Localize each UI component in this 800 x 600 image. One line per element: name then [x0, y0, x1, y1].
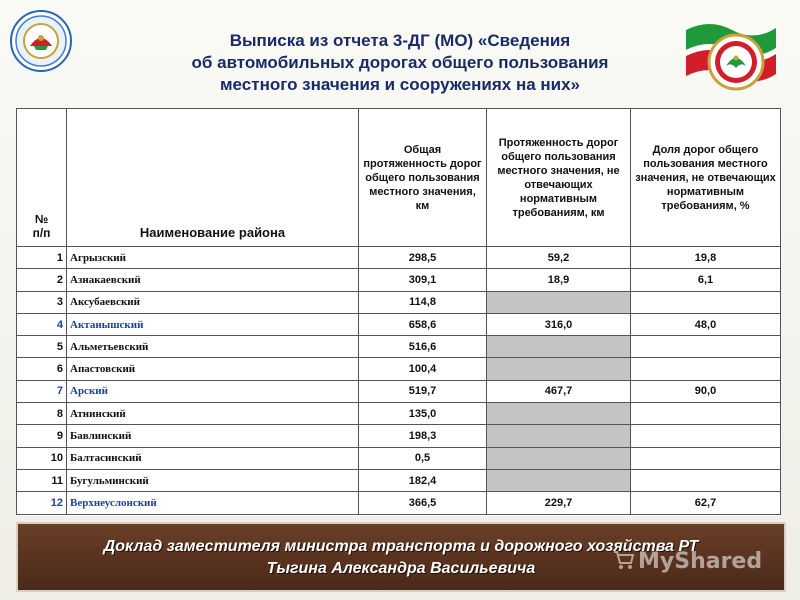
table-row [17, 380, 781, 402]
noncompliant-share: 6,1 [631, 269, 781, 291]
total-length: 366,5 [359, 492, 487, 514]
noncompliant-length: 229,7 [487, 492, 631, 514]
noncompliant-share: 48,0 [631, 313, 781, 335]
noncompliant-length: 18,9 [487, 269, 631, 291]
row-number: 2 [17, 269, 67, 291]
district-name: Апастовский [67, 358, 359, 380]
row-number: 10 [17, 447, 67, 469]
total-length: 135,0 [359, 403, 487, 425]
total-length: 658,6 [359, 313, 487, 335]
table-row [17, 358, 781, 380]
district-name: Актанышский [67, 313, 359, 335]
table-row [17, 492, 781, 514]
roads-table-container [16, 108, 780, 516]
noncompliant-share [631, 358, 781, 380]
table-body [17, 247, 781, 515]
noncompliant-share: 62,7 [631, 492, 781, 514]
district-name: Аксубаевский [67, 291, 359, 313]
header-noncompliant-length: Протяженность дорог общего пользования местного значения, не отвечающих нормативным требованиям, км [487, 109, 631, 247]
total-length: 0,5 [359, 447, 487, 469]
district-name: Агрызский [67, 247, 359, 269]
table-row [17, 313, 781, 335]
table-row [17, 447, 781, 469]
page-title [150, 30, 650, 96]
title-line-2: об автомобильных дорогах общего пользования [191, 53, 609, 72]
table-header-row [17, 109, 781, 247]
noncompliant-share: 19,8 [631, 247, 781, 269]
total-length: 182,4 [359, 469, 487, 491]
row-number: 5 [17, 336, 67, 358]
watermark-text: MyShared [638, 549, 763, 574]
noncompliant-length [487, 291, 631, 313]
table-row [17, 291, 781, 313]
table-row [17, 247, 781, 269]
row-number: 4 [17, 313, 67, 335]
title-line-3: местного значения и сооружениях на них» [219, 75, 581, 94]
header-total-length: Общая протяженность дорог общего пользования местного значения, км [359, 109, 487, 247]
row-number: 6 [17, 358, 67, 380]
noncompliant-length: 467,7 [487, 380, 631, 402]
noncompliant-share [631, 291, 781, 313]
total-length: 198,3 [359, 425, 487, 447]
district-name: Атнинский [67, 403, 359, 425]
total-length: 100,4 [359, 358, 487, 380]
district-name: Азнакаевский [67, 269, 359, 291]
noncompliant-share [631, 469, 781, 491]
total-length: 309,1 [359, 269, 487, 291]
ministry-emblem-icon [10, 10, 72, 72]
header-district-name: Наименование района [67, 109, 359, 247]
tatarstan-emblem-icon [680, 8, 780, 106]
row-number: 8 [17, 403, 67, 425]
noncompliant-share [631, 336, 781, 358]
table-row [17, 403, 781, 425]
total-length: 114,8 [359, 291, 487, 313]
noncompliant-length [487, 425, 631, 447]
noncompliant-length: 316,0 [487, 313, 631, 335]
footer-line-2: Тыгина Александра Васильевича [266, 560, 536, 577]
noncompliant-length [487, 336, 631, 358]
table-row [17, 425, 781, 447]
header-num: № п/п [17, 109, 67, 247]
row-number: 3 [17, 291, 67, 313]
row-number: 12 [17, 492, 67, 514]
noncompliant-share [631, 447, 781, 469]
total-length: 519,7 [359, 380, 487, 402]
noncompliant-share [631, 403, 781, 425]
row-number: 9 [17, 425, 67, 447]
footer-line-1: Доклад заместителя министра транспорта и дорожного хозяйства РТ [103, 538, 699, 555]
noncompliant-share: 90,0 [631, 380, 781, 402]
title-line-1: Выписка из отчета 3-ДГ (МО) «Сведения [229, 31, 571, 50]
district-name: Арский [67, 380, 359, 402]
noncompliant-share [631, 425, 781, 447]
total-length: 516,6 [359, 336, 487, 358]
watermark [612, 548, 788, 578]
district-name: Бавлинский [67, 425, 359, 447]
noncompliant-length [487, 358, 631, 380]
table-row [17, 336, 781, 358]
roads-table [16, 108, 781, 515]
noncompliant-length: 59,2 [487, 247, 631, 269]
table-row [17, 469, 781, 491]
district-name: Альметьевский [67, 336, 359, 358]
noncompliant-length [487, 469, 631, 491]
cart-icon [612, 548, 636, 572]
noncompliant-length [487, 403, 631, 425]
district-name: Верхнеуслонский [67, 492, 359, 514]
district-name: Балтасинский [67, 447, 359, 469]
row-number: 11 [17, 469, 67, 491]
table-row [17, 269, 781, 291]
row-number: 7 [17, 380, 67, 402]
header-noncompliant-share: Доля дорог общего пользования местного значения, не отвечающих нормативным требованиям, % [631, 109, 781, 247]
row-number: 1 [17, 247, 67, 269]
noncompliant-length [487, 447, 631, 469]
total-length: 298,5 [359, 247, 487, 269]
district-name: Бугульминский [67, 469, 359, 491]
